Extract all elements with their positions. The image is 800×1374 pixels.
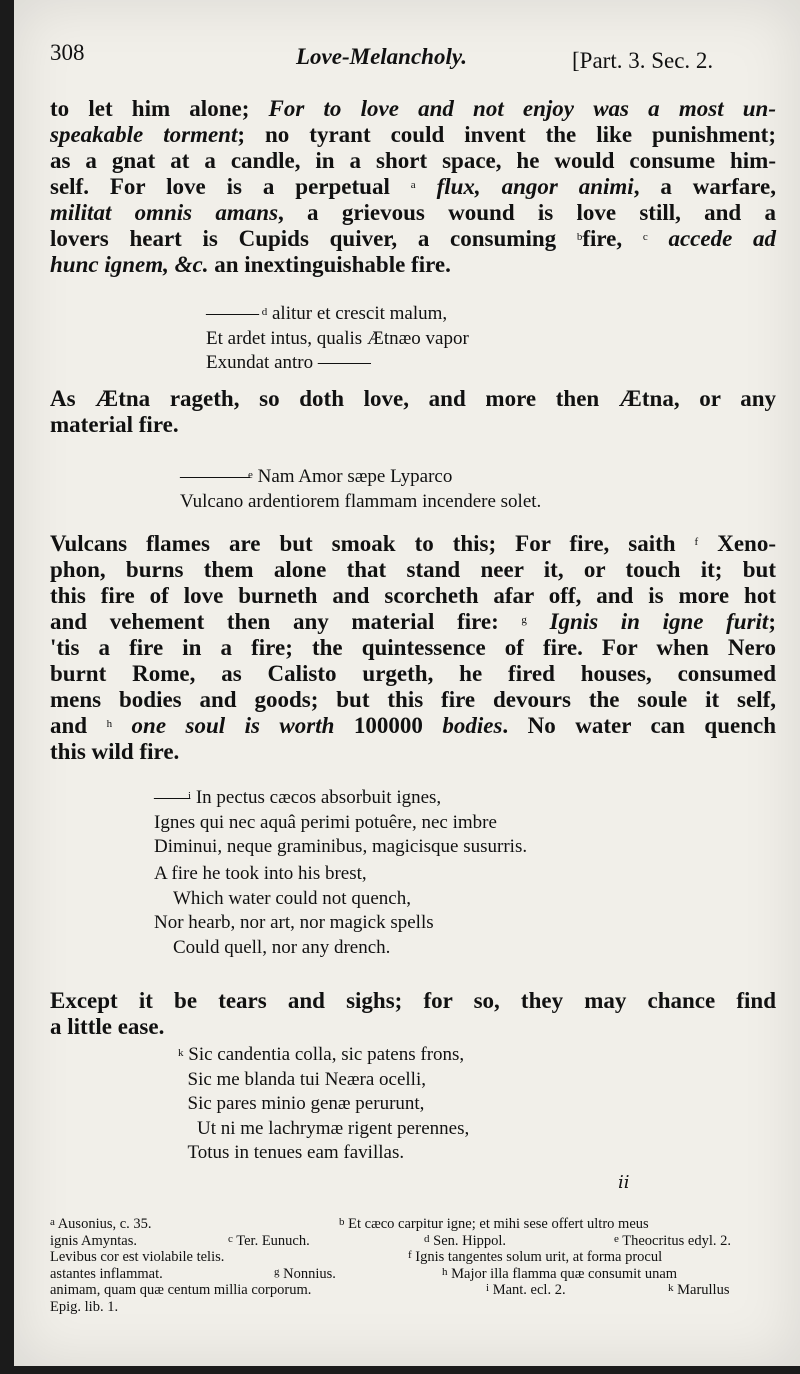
text-line: mens bodies and goods; but this fire devours the soule it self,	[50, 687, 776, 712]
footnote-line	[50, 1266, 776, 1283]
text-line: as a gnat at a candle, in a short space, he would consume him-	[50, 148, 776, 173]
footnote-text: $^e$ Theocritus edyl. 2.	[614, 1232, 731, 1249]
text-line: Vulcano ardentiorem flammam incendere solet.	[180, 490, 542, 512]
footnote-text: $^g$ Nonnius.	[274, 1265, 336, 1282]
text-line: speakable torment; no tyrant could invent the like punishment;	[50, 122, 776, 147]
text-line: a little ease.	[50, 1014, 165, 1039]
text-line: Totus in tenues eam favillas.	[178, 1142, 405, 1163]
footnote-text: Levibus cor est violabile telis.	[50, 1249, 225, 1265]
verse-lyparco	[180, 465, 541, 514]
text-line: phon, burns them alone that stand neer it, or touch it; but	[50, 557, 776, 582]
paragraph-4	[50, 988, 776, 1040]
text-line: $^k$ Sic candentia colla, sic patens frons,	[178, 1044, 465, 1065]
book-page	[14, 0, 800, 1366]
text-line: As Ætna rageth, so doth love, and more then Ætna, or any	[50, 386, 776, 411]
text-line: Vulcans flames are but smoak to this; For fire, saith $^f$ Xeno-	[50, 531, 776, 556]
text-line: Could quell, nor any drench.	[154, 936, 391, 958]
section-reference: [Part. 3. Sec. 2.	[572, 48, 714, 73]
footnotes	[50, 1216, 776, 1315]
footnote-line	[50, 1233, 776, 1250]
footnote-text: Epig. lib. 1.	[50, 1298, 119, 1315]
paragraph-2	[50, 386, 776, 438]
running-title: Love-Melancholy.	[296, 44, 467, 69]
text-line: Sic me blanda tui Neæra ocelli,	[178, 1068, 426, 1090]
text-line: to let him alone; For to love and not enjoy was a most un-	[50, 96, 777, 121]
text-line: self. For love is a perpetual $^a$ flux, angor animi, a warfare,	[50, 174, 777, 199]
text-line: and vehement then any material fire: $^g$ Ignis in igne furit;	[50, 609, 776, 634]
page-number: 308	[50, 40, 85, 65]
text-line: Which water could not quench,	[154, 887, 411, 909]
text-line: material fire.	[50, 412, 179, 437]
text-line: burnt Rome, as Calisto urgeth, he fired houses, consumed	[50, 661, 776, 686]
footnote-line	[50, 1249, 776, 1266]
text-line: this fire of love burneth and scorcheth afar off, and is more hot	[50, 583, 776, 608]
text-line: ————$^e$ Nam Amor sæpe Lyparco	[180, 466, 453, 487]
text-line: hunc ignem, &c. an inextinguishable fire.	[50, 252, 451, 277]
text-line: militat omnis amans, a grievous wound is love still, and a	[50, 200, 776, 225]
text-line: Except it be tears and sighs; for so, they may chance find	[50, 988, 776, 1013]
verse-marullus	[178, 1043, 469, 1166]
text-line: ——— $^d$ alitur et crescit malum,	[206, 303, 448, 324]
paragraph-1	[50, 96, 776, 278]
footnote-text: ignis Amyntas.	[50, 1232, 138, 1249]
text-line: Sic pares minio genæ perurunt,	[178, 1093, 425, 1114]
verse-english	[154, 862, 434, 960]
text-line: Diminui, neque graminibus, magicisque susurris.	[154, 836, 528, 857]
footnote-text: $^i$ Mant. ecl. 2.	[486, 1282, 566, 1298]
text-line: ——$^i$ In pectus cæcos absorbuit ignes,	[154, 787, 442, 808]
footnote-text: $^a$ Ausonius, c. 35.	[50, 1216, 152, 1232]
text-line: Exundat antro ———	[206, 352, 369, 373]
footnote-text: $^c$ Ter. Eunuch.	[228, 1232, 310, 1249]
footnote-text: animam, quam quæ centum millia corporum.	[50, 1282, 312, 1298]
paragraph-3	[50, 531, 776, 765]
text-line: Ut ni me lachrymæ rigent perennes,	[178, 1117, 470, 1139]
footnote-text: $^b$ Et cæco carpitur igne; et mihi sese offert ultro meus	[339, 1216, 649, 1232]
text-line: this wild fire.	[50, 739, 180, 764]
footnote-text: $^d$ Sen. Hippol.	[424, 1232, 507, 1249]
text-line: Et ardet intus, qualis Ætnæo vapor	[206, 327, 469, 349]
text-line: 'tis a fire in a fire; the quintessence of fire. For when Nero	[50, 635, 776, 660]
footnote-line	[50, 1282, 776, 1299]
footnote-text: $^k$ Marullus	[668, 1282, 730, 1298]
footnote-line	[50, 1299, 776, 1316]
verse-seneca	[206, 302, 469, 376]
footnote-text: $^h$ Major illa flamma quæ consumit unam	[442, 1265, 678, 1282]
catchword: ii	[618, 1172, 630, 1193]
verse-mantuan	[154, 786, 527, 860]
footnote-text: $^f$ Ignis tangentes solum urit, at forma procul	[408, 1249, 663, 1265]
text-line: lovers heart is Cupids quiver, a consuming $^b$fire, $^c$ accede ad	[50, 226, 777, 251]
footnote-line	[50, 1216, 776, 1233]
text-line: Ignes qui nec aquâ perimi potuêre, nec imbre	[154, 811, 497, 833]
text-line: A fire he took into his brest,	[154, 863, 367, 884]
footnote-text: astantes inflammat.	[50, 1265, 163, 1282]
text-line: and $^h$ one soul is worth 100000 bodies. No water can quench	[50, 713, 777, 738]
text-line: Nor hearb, nor art, nor magick spells	[154, 912, 434, 933]
